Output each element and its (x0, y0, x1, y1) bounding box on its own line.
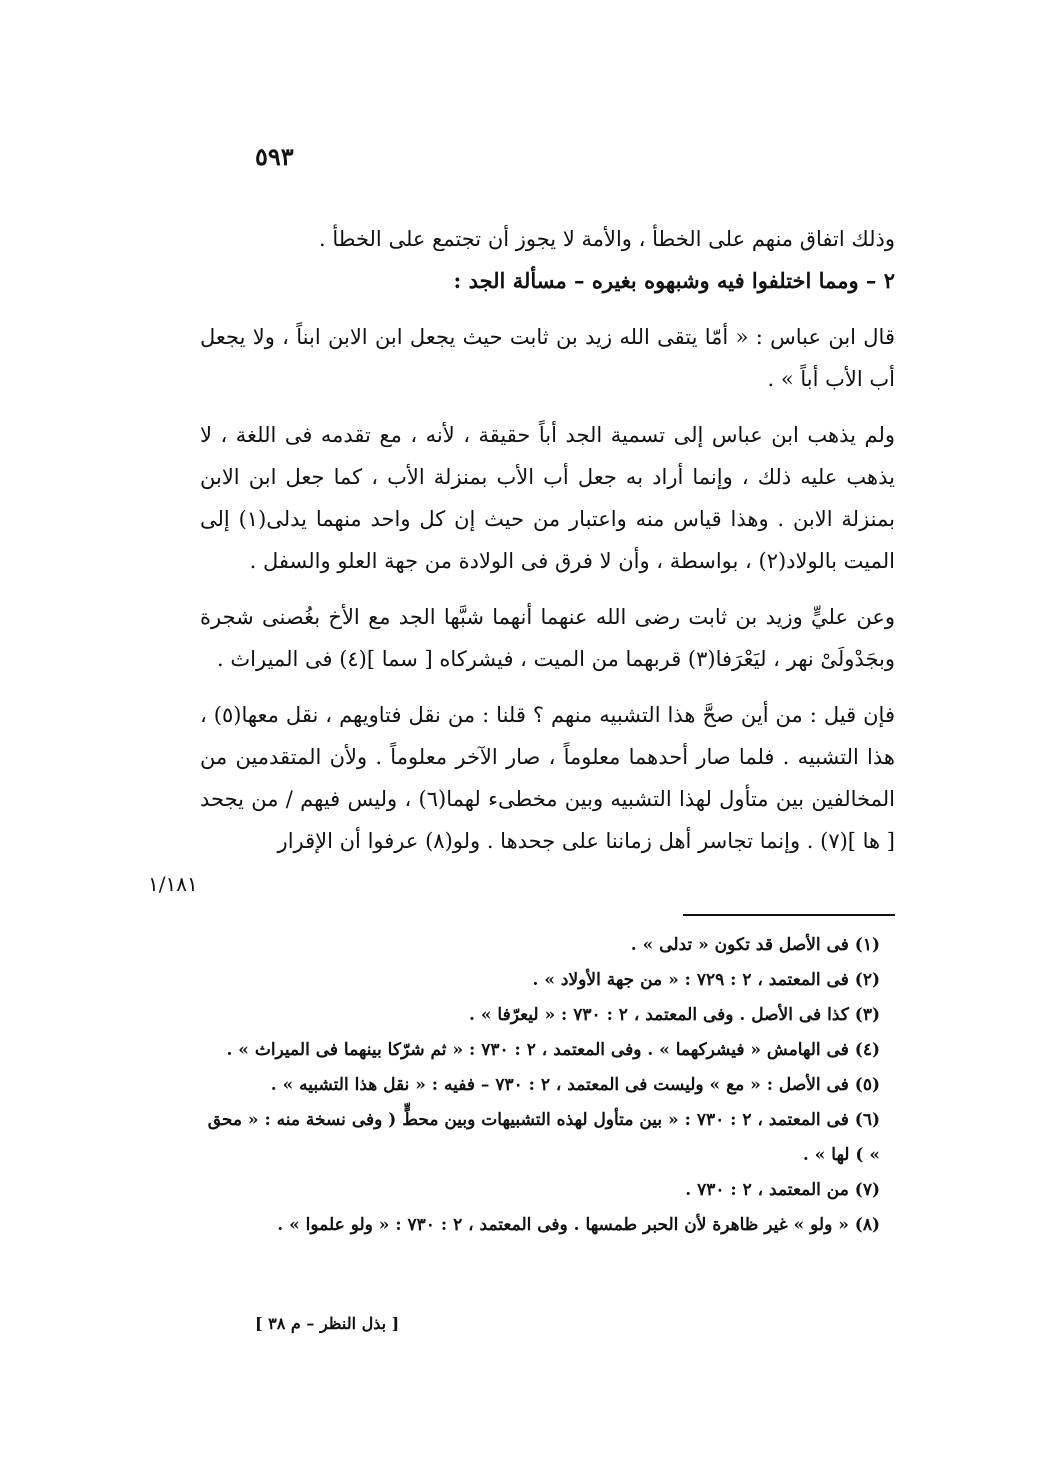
footnote: (٤) فى الهامش « فيشركهما » . وفى المعتمد ، ٢ : ٧٣٠ : « ثم شرّكا بينهما فى الميراث » . (226, 1040, 880, 1060)
paragraph: وعن عليٍّ وزيد بن ثابت رضى الله عنهما أنهما شبَّها الجد مع الأخ بغُصنى شجرة وبجَدْولَىْ نهر ، ليَعْرَفا(٣) قربهما من الميت ، فيشركاه [ سما ](٤) فى الميراث . (200, 605, 895, 671)
paragraph: فإن قيل : من أين صحَّ هذا التشبيه منهم ؟ قلنا : من نقل فتاويهم ، نقل معها(٥) ، هذا التشبيه . فلما صار أحدهما معلوماً ، صار الآخر معلوماً . ولأن المتقدمين من المخالفين بين متأول لهذا التشبيه وبين مخطىء لهما(٦) ، وليس فيهم / من يجحد [ ها ](٧) . وإنما تجاسر أهل زماننا على جحدها . ولو(٨) عرفوا أن الإقرار (200, 703, 895, 853)
footnote: (٧) من المعتمد ، ٢ : ٧٣٠ . (685, 1180, 880, 1200)
footnote: (٢) فى المعتمد ، ٢ : ٧٢٩ : « من جهة الأولاد » . (532, 970, 880, 990)
paragraph: قال ابن عباس : « أمّا يتقى الله زيد بن ثابت حيث يجعل ابن الابن ابناً ، ولا يجعل أب الأب أباً » . (200, 325, 895, 391)
margin-note: ١/١٨١ (148, 872, 198, 896)
footnote: (٨) « ولو » غير ظاهرة لأن الحبر طمسها . وفى المعتمد ، ٢ : ٧٣٠ : « ولو علموا » . (277, 1215, 880, 1235)
section-heading: ٢ – ومما اختلفوا فيه وشبهوه بغيره – مسألة الجد : (453, 268, 895, 293)
footnote: (٣) كذا فى الأصل . وفى المعتمد ، ٢ : ٧٣٠ : « ليعرّفا » . (469, 1005, 880, 1025)
main-text (200, 218, 895, 862)
footnotes (200, 928, 880, 1243)
footnote: (٥) فى الأصل : « مع » وليست فى المعتمد ، ٢ : ٧٣٠ – ففيه : « نقل هذا التشبيه » . (270, 1075, 880, 1095)
footnote-divider (683, 914, 895, 916)
paragraph: وذلك اتفاق منهم على الخطأ ، والأمة لا يجوز أن تجتمع على الخطأ . (319, 227, 895, 251)
page-number: ٥٩٣ (255, 142, 294, 171)
paragraph: ولم يذهب ابن عباس إلى تسمية الجد أباً حقيقة ، لأنه ، مع تقدمه فى اللغة ، لا يذهب عليه ذلك ، وإنما أراد به جعل أب الأب بمنزلة الأب ، كما جعل ابن الابن بمنزلة الابن . وهذا قياس منه واعتبار من حيث إن كل واحد منهما يدلى(١) إلى الميت بالولاد(٢) ، بواسطة ، وأن لا فرق فى الولادة من جهة العلو والسفل . (200, 423, 895, 573)
footnote: (١) فى الأصل قد تكون « تدلى » . (630, 935, 880, 955)
printer-signature: [ بذل النظر – م ٣٨ ] (255, 1314, 400, 1333)
footnote: (٦) فى المعتمد ، ٢ : ٧٣٠ : « بين متأول لهذه التشبيهات وبين محطٍّ ( وفى نسخة منه : « محق » ) لها » . (207, 1110, 880, 1165)
